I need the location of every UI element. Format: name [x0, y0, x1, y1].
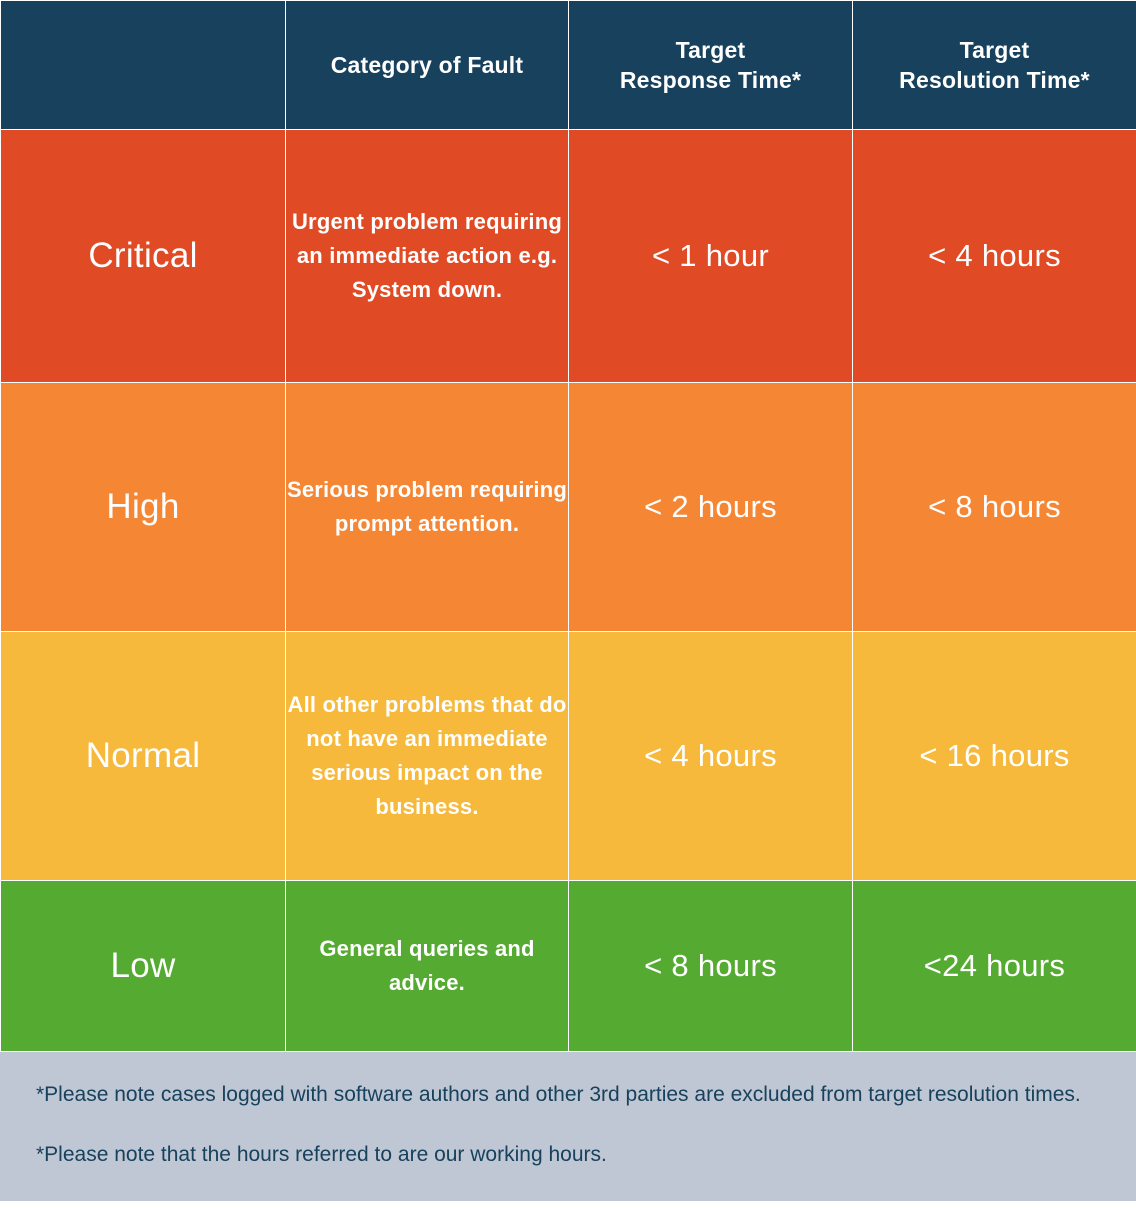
header-row: [1, 1, 1136, 130]
header-severity: [1, 1, 286, 130]
footnote-working-hours: *Please note that the hours referred to are our working hours.: [36, 1142, 607, 1166]
header-response-line2: Response Time*: [619, 67, 802, 93]
response-time-value: < 2 hours: [569, 383, 853, 632]
table-row: [1, 130, 1136, 383]
category-description: Urgent problem requiring an immediate action e.g. System down.: [286, 130, 569, 383]
header-resolution-line2: Resolution Time*: [899, 67, 1090, 93]
resolution-time-value: <24 hours: [853, 881, 1136, 1052]
severity-label: Normal: [1, 632, 286, 881]
category-description: All other problems that do not have an immediate serious impact on the business.: [286, 632, 569, 881]
severity-label: Low: [1, 881, 286, 1052]
table-row: [1, 881, 1136, 1052]
category-description: General queries and advice.: [286, 881, 569, 1052]
header-resolution-line1: Target: [959, 36, 1030, 63]
resolution-time-value: < 4 hours: [853, 130, 1136, 383]
footnotes: [0, 1052, 1136, 1201]
resolution-time-value: < 16 hours: [853, 632, 1136, 881]
response-time-value: < 8 hours: [569, 881, 853, 1052]
severity-label: Critical: [1, 130, 286, 383]
table-row: [1, 383, 1136, 632]
header-response-line1: Target: [675, 36, 746, 63]
response-time-value: < 1 hour: [569, 130, 853, 383]
header-resolution-time: [853, 1, 1136, 130]
header-response-time: [569, 1, 853, 130]
table-header: [1, 1, 1136, 130]
table-row: [1, 632, 1136, 881]
response-time-value: < 4 hours: [569, 632, 853, 881]
footnote-resolution-exclusion: *Please note cases logged with software authors and other 3rd parties are excluded from target resolution times.: [36, 1083, 1081, 1106]
category-description: Serious problem requiring prompt attention.: [286, 383, 569, 632]
header-category: Category of Fault: [286, 1, 569, 130]
table-body: [1, 130, 1136, 1052]
resolution-time-value: < 8 hours: [853, 383, 1136, 632]
severity-label: High: [1, 383, 286, 632]
